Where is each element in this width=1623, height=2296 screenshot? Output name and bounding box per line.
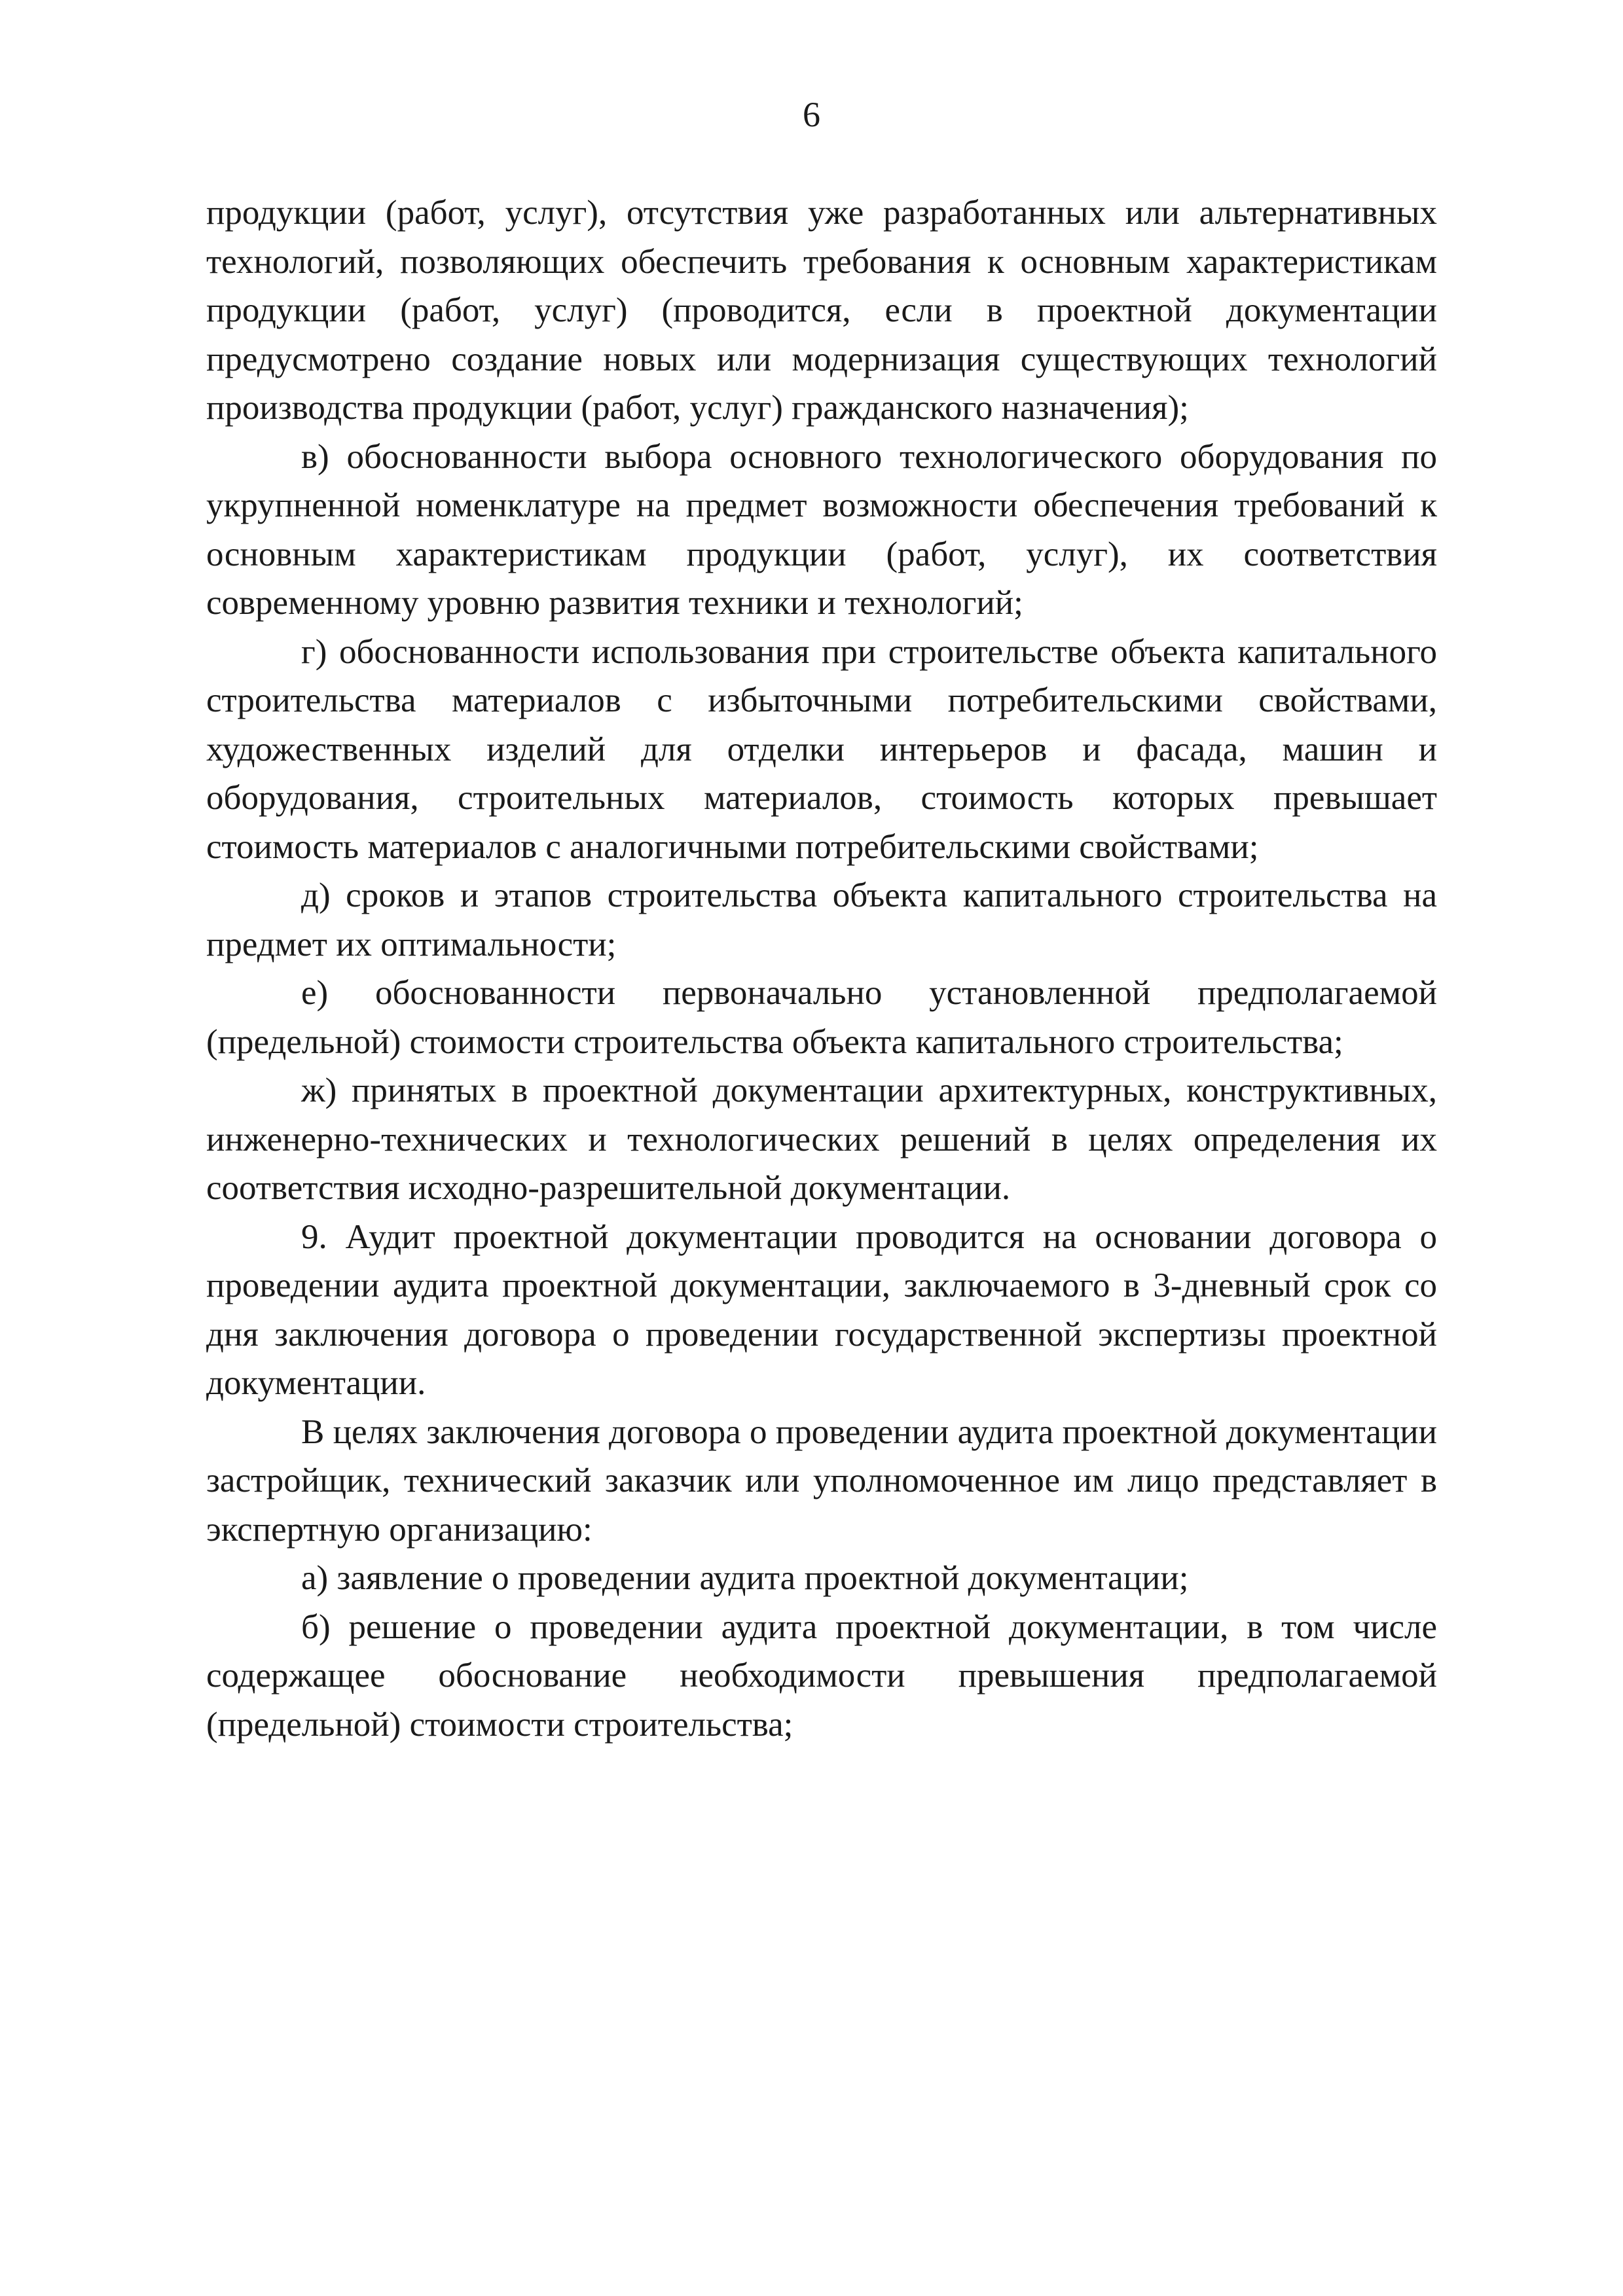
contract-intro-paragraph: В целях заключения договора о проведении аудита проектной документации застройщик, технический заказчик или уполномоченное им лицо представляет в экспертную организацию: (206, 1412, 1437, 1549)
list-item-d: д) сроков и этапов строительства объекта капитального строительства на предмет их оптимальности; (206, 876, 1437, 963)
page-number: 6 (803, 95, 820, 134)
document-item-b: б) решение о проведении аудита проектной документации, в том числе содержащее обоснование необходимости превышения предполагаемой (предельной) стоимости строительства; (206, 1607, 1437, 1744)
list-item-v: в) обоснованности выбора основного технологического оборудования по укрупненной номенклатуре на предмет возможности обеспечения требований к основным характеристикам продукции (работ, услуг), их соответствия современному уровню развития техники и технологий; (206, 437, 1437, 622)
list-item-e: е) обоснованности первоначально установленной предполагаемой (предельной) стоимости строительства объекта капитального строительства; (206, 974, 1437, 1061)
document-item-a: а) заявление о проведении аудита проектной документации; (301, 1559, 1189, 1597)
document-body (206, 188, 1437, 1749)
list-item-g: г) обоснованности использования при строительстве объекта капитального строительства материалов с избыточными потребительскими свойствами, художественных изделий для отделки интерьеров и фасада, машин и оборудования, строительных материалов, стоимость которых превышает стоимость материалов с аналогичными потребительскими свойствами; (206, 632, 1437, 866)
list-item-zh: ж) принятых в проектной документации архитектурных, конструктивных, инженерно-технических и технологических решений в целях определения их соответствия исходно-разрешительной документации. (206, 1071, 1437, 1207)
clause-9-paragraph: 9. Аудит проектной документации проводится на основании договора о проведении аудита проектной документации, заключаемого в 3-дневный срок со дня заключения договора о проведении государственной экспертизы проектной документации. (206, 1217, 1437, 1402)
paragraph-continuation: продукции (работ, услуг), отсутствия уже разработанных или альтернативных технологий, позволяющих обеспечить требования к основным характеристикам продукции (работ, услуг) (проводится, если в проектной документации предусмотрено создание новых или модернизация существующих технологий производства продукции (работ, услуг) гражданского назначения); (206, 194, 1437, 427)
